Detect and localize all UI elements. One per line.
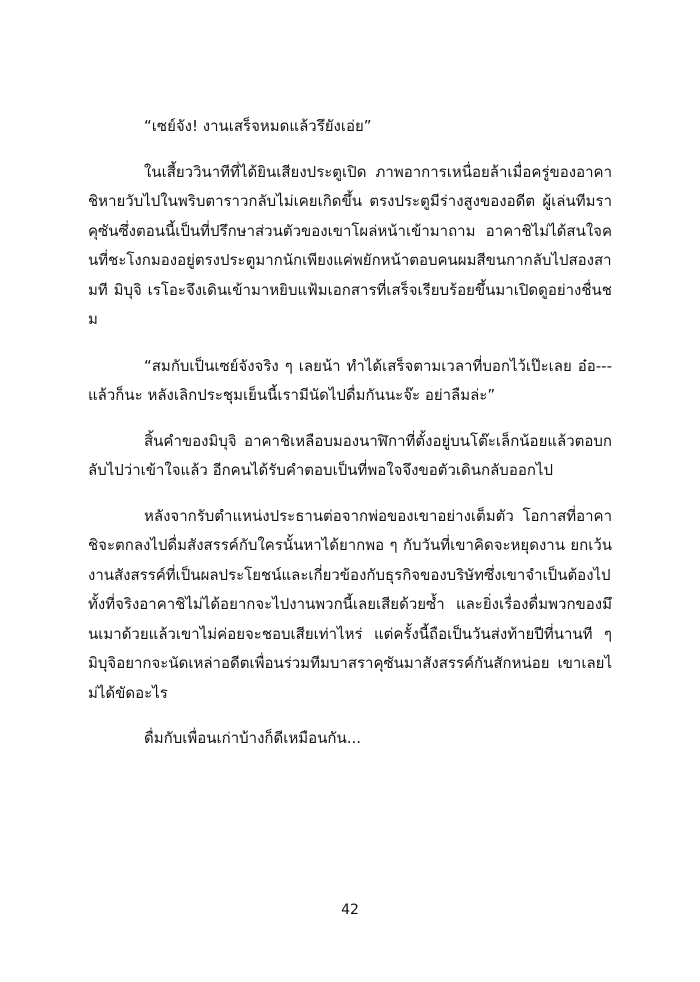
page-number: 42: [341, 902, 359, 918]
body-text: [88, 112, 612, 770]
paragraph-thought: ดื่มกับเพื่อนเก่าบ้างก็ดีเหมือนกัน...: [144, 729, 362, 747]
paragraph-dialogue-1: “เซย์จัง! งานเสร็จหมดแล้วรึยังเอ่ย”: [144, 117, 372, 135]
paragraph-narration-3: หลังจากรับตำแหน่งประธานต่อจากพ่อของเขาอย่างเต็มตัว โอกาสที่อาคาชิจะตกลงไปดื่มสังสรรค์กับใครนั้นหาได้ยากพอ ๆ กับวันที่เขาคิดจะหยุดงาน ยกเว้นงานสังสรรค์ที่เป็นผลประโยชน์และเกี่ยวข้องกับธุรกิจของบริษัทซึ่งเขาจำเป็นต้องไป ทั้งที่จริงอาคาชิไม่ได้อยากจะไปงานพวกนี้เลยเสียด้วยซ้ำ และยิ่งเรื่องดื่มพวกของมึนเมาด้วยแล้วเขาไม่ค่อยจะชอบเสียเท่าไหร่ แต่ครั้งนี้ถือเป็นวันส่งท้ายปีที่นานที ๆ มิบุจิอยากจะนัดเหล่าอดีตเพื่อนร่วมทีมบาสราคุซันมาสังสรรค์กันสักหน่อย เขาเลยไม่ได้ขัดอะไร: [88, 506, 612, 702]
paragraph-dialogue-2: “สมกับเป็นเซย์จังจริง ๆ เลยน้า ทำได้เสร็จตามเวลาที่บอกไว้เป๊ะเลย อ๋อ--- แล้วก็นะ หลังเลิกประชุมเย็นนี้เรามีนัดไปดื่มกันนะจ๊ะ อย่าลืมล่ะ”: [88, 356, 612, 404]
paragraph-narration-1: ในเสี้ยววินาทีที่ได้ยินเสียงประตูเปิด ภาพอาการเหนื่อยล้าเมื่อครู่ของอาคาชิหายวับไปในพริบตาราวกลับไม่เคยเกิดขึ้น ตรงประตูมีร่างสูงของอดีต ผู้เล่นทีมราคุซันซึ่งตอนนี้เป็นที่ปรึกษาส่วนตัวของเขาโผล่หน้าเข้ามาถาม อาคาชิไม่ได้สนใจคนที่ชะโงกมองอยู่ตรงประตูมากนักเพียงแค่พยักหน้าตอบคนผมสีขนกากลับไปสองสามที มิบุจิ เรโอะจึงเดินเข้ามาหยิบแฟ้มเอกสารที่เสร็จเรียบร้อยขึ้นมาเปิดดูอย่างชื่นชม: [88, 162, 612, 328]
paragraph-narration-2: สิ้นคำของมิบุจิ อาคาชิเหลือบมองนาฬิกาที่ตั้งอยู่บนโต๊ะเล็กน้อยแล้วตอบกลับไปว่าเข้าใจแล้ว อีกคนได้รับคำตอบเป็นที่พอใจจึงขอตัวเดินกลับออกไป: [88, 431, 612, 479]
